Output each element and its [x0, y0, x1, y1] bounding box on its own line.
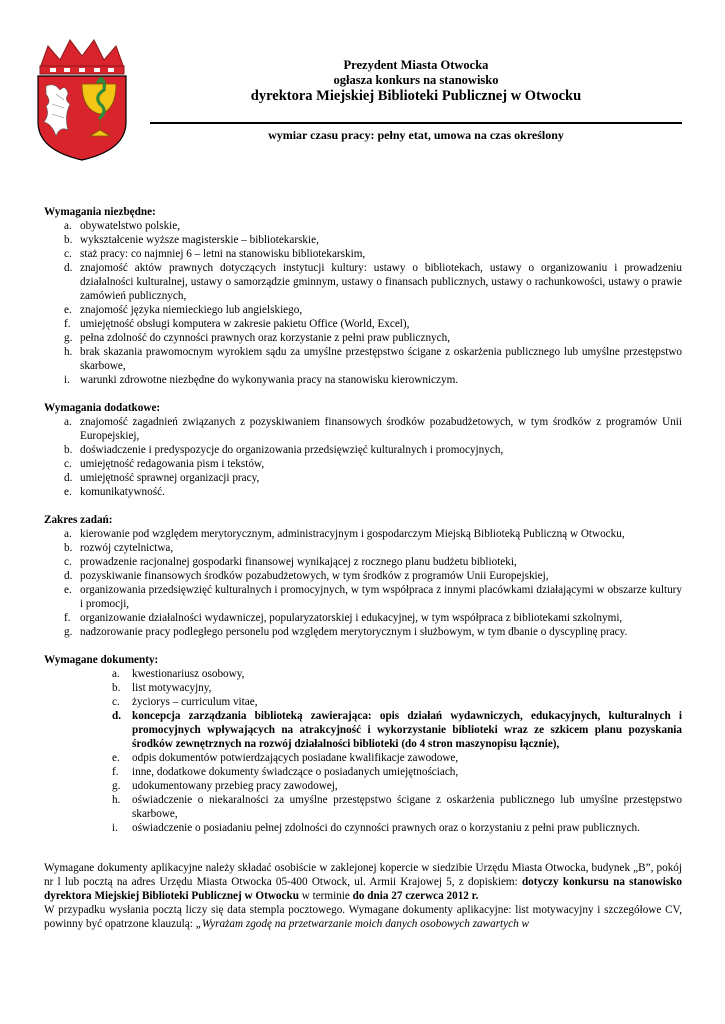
list-item — [44, 751, 682, 765]
list-marker: c. — [112, 696, 120, 708]
section-title: Wymagania dodatkowe: — [44, 402, 161, 414]
list-marker: d. — [64, 262, 73, 274]
list-item-text: prowadzenie racjonalnej gospodarki finansowej wynikającej z rocznego planu budżetu biblioteki, — [80, 556, 517, 568]
list-item — [44, 765, 682, 779]
list-item — [44, 485, 682, 499]
list-item — [44, 331, 682, 345]
documents-list — [44, 667, 682, 835]
list-item-text: znajomość aktów prawnych dotyczących instytucji kultury: ustawy o bibliotekach, ustawy o organizowaniu i prowadzeniu działalności kulturalnej, ustawy o samorządzie gminnym, ustawy o finansach publicznych, ustawy o rachunkowości, ustawy o prawie zamówień publicznych, — [80, 262, 682, 302]
list-marker: f. — [112, 766, 119, 778]
announcement-line: ogłasza konkurs na stanowisko — [333, 73, 499, 87]
list-marker: f. — [64, 612, 71, 624]
list-item — [44, 541, 682, 555]
document-body — [44, 205, 682, 931]
list-marker: b. — [112, 682, 121, 694]
list-item-text: umiejętność sprawnej organizacji pracy, — [80, 472, 260, 484]
additional-list — [44, 415, 682, 499]
list-marker: d. — [112, 710, 122, 722]
section-documents — [44, 653, 682, 835]
list-marker: h. — [112, 794, 121, 806]
list-item-text: organizowanie działalności wydawniczej, popularyzatorskiej i edukacyjnej, w tym współpraca z bibliotekami szkolnymi, — [80, 612, 623, 624]
list-item — [44, 667, 682, 681]
section-title: Wymagane dokumenty: — [44, 654, 159, 666]
section-tasks — [44, 513, 682, 639]
list-marker: a. — [64, 220, 72, 232]
list-item — [44, 821, 682, 835]
list-item — [44, 471, 682, 485]
list-item-text: rozwój czytelnictwa, — [80, 542, 174, 554]
list-item — [44, 317, 682, 331]
list-item — [44, 793, 682, 821]
list-item — [44, 569, 682, 583]
submission-paragraph: Wymagane dokumenty aplikacyjne należy składać osobiście w zaklejonej kopercie w siedzibie Urzędu Miasta Otwocka, budynek „B”, pokój nr l lub pocztą na adres Urzędu Miasta Otwocka 05-400 Otwock, ul. Armii Krajowej 5, z dopiskiem: dotyczy konkursu na stanowisko dyrektora Miejskiej Biblioteki Publicznej w Otwocku w terminie do dnia 27 czerwca 2012 r. — [44, 862, 682, 902]
list-item-text: kierowanie pod względem merytorycznym, administracyjnym i gospodarczym Miejską Biblioteką Publiczną w Otwocku, — [80, 528, 625, 540]
section-title: Zakres zadań: — [44, 514, 113, 526]
list-marker: e. — [112, 752, 120, 764]
list-marker: a. — [64, 416, 72, 428]
list-item-text: inne, dodatkowe dokumenty świadczące o posiadanych umiejętnościach, — [132, 766, 459, 778]
postal-note-paragraph: W przypadku wysłania pocztą liczy się data stempla pocztowego. Wymagane dokumenty aplikacyjne: list motywacyjny i szczegółowe CV, powinny być opatrzone klauzulą: „Wyrażam zgodę na przetwarzanie moich danych osobowych zawartych w — [44, 904, 682, 930]
section-title: Wymagania niezbędne: — [44, 206, 156, 218]
list-item — [44, 261, 682, 303]
list-marker: i. — [64, 374, 70, 386]
list-marker: b. — [64, 542, 73, 554]
list-marker: b. — [64, 234, 73, 246]
list-marker: g. — [64, 332, 73, 344]
list-item — [44, 681, 682, 695]
position-title: dyrektora Miejskiej Biblioteki Publicznej w Otwocku — [250, 88, 582, 104]
list-item — [44, 695, 682, 709]
list-item-text: oświadczenie o posiadaniu pełnej zdolności do czynności prawnych oraz o korzystaniu z pełni praw publicznych. — [132, 822, 640, 834]
list-marker: e. — [64, 584, 72, 596]
list-item — [44, 709, 682, 751]
list-item — [44, 457, 682, 471]
list-item-text: warunki zdrowotne niezbędne do wykonywania pracy na stanowisku kierowniczym. — [80, 374, 459, 386]
list-item-text: list motywacyjny, — [132, 682, 212, 694]
header-divider — [150, 122, 682, 124]
section-required — [44, 205, 682, 387]
list-marker: c. — [64, 556, 72, 568]
list-marker: c. — [64, 458, 72, 470]
list-item-text: kwestionariusz osobowy, — [132, 668, 245, 680]
list-marker: f. — [64, 318, 71, 330]
list-item — [44, 233, 682, 247]
otwock-coat-of-arms-icon — [34, 38, 130, 162]
list-item-text: pełna zdolność do czynności prawnych oraz korzystanie z pełni praw publicznych, — [80, 332, 450, 344]
list-marker: i. — [112, 822, 118, 834]
list-marker: e. — [64, 304, 72, 316]
list-marker: d. — [64, 570, 73, 582]
employment-terms: wymiar czasu pracy: pełny etat, umowa na czas określony — [268, 128, 564, 142]
list-item — [44, 345, 682, 373]
announcement-header — [150, 58, 682, 105]
section-additional — [44, 401, 682, 499]
list-marker: b. — [64, 444, 73, 456]
list-item — [44, 779, 682, 793]
list-marker: g. — [112, 780, 121, 792]
list-item — [44, 527, 682, 541]
list-marker: h. — [64, 346, 73, 358]
list-item-text: obywatelstwo polskie, — [80, 220, 181, 232]
list-item — [44, 611, 682, 625]
list-marker: e. — [64, 486, 72, 498]
list-marker: g. — [64, 626, 73, 638]
list-item-text: koncepcja zarządzania biblioteką zawierająca: opis działań wydawniczych, edukacyjnych, kulturalnych i promocyjnych wpływających na atrakcyjność i wykorzystanie biblioteki wraz ze szkicem planu pozyskania środków zewnętrznych na rozwój działalności biblioteki (do 4 stron maszynopisu łącznie), — [132, 710, 682, 750]
list-item-text: doświadczenie i predyspozycje do organizowania przedsięwzięć kulturalnych i promocyjnych, — [80, 444, 504, 456]
list-item-text: wykształcenie wyższe magisterskie – bibliotekarskie, — [80, 234, 319, 246]
list-item-text: staż pracy: co najmniej 6 – letni na stanowisku bibliotekarskim, — [80, 248, 366, 260]
list-marker: a. — [112, 668, 120, 680]
list-item-text: brak skazania prawomocnym wyrokiem sądu za umyślne przestępstwo ścigane z oskarżenia publicznego lub umyślne przestępstwo skarbowe, — [80, 346, 682, 372]
list-item — [44, 247, 682, 261]
list-item-text: umiejętność redagowania pism i tekstów, — [80, 458, 265, 470]
required-list — [44, 219, 682, 387]
list-item — [44, 373, 682, 387]
list-item-text: nadzorowanie pracy podległego personelu pod względem merytorycznym i służbowym, w tym dbanie o dyscyplinę pracy. — [80, 626, 628, 638]
list-item-text: życiorys – curriculum vitae, — [132, 696, 258, 708]
list-item — [44, 219, 682, 233]
list-marker: d. — [64, 472, 73, 484]
list-item — [44, 555, 682, 569]
list-item-text: znajomość języka niemieckiego lub angielskiego, — [80, 304, 303, 316]
list-item-text: organizowania przedsięwzięć kulturalnych i promocyjnych, w tym współpraca z innymi placówkami działającymi w obszarze kultury i promocji, — [80, 584, 682, 610]
list-item — [44, 303, 682, 317]
list-marker: a. — [64, 528, 72, 540]
list-item-text: umiejętność obsługi komputera w zakresie pakietu Office (World, Excel), — [80, 318, 410, 330]
tasks-list — [44, 527, 682, 639]
list-item — [44, 415, 682, 443]
issuer-line: Prezydent Miasta Otwocka — [343, 58, 489, 72]
list-item-text: znajomość zagadnień związanych z pozyskiwaniem finansowych środków pozabudżetowych, w tym środków z programów Unii Europejskiej, — [80, 416, 682, 442]
list-item-text: pozyskiwanie finansowych środków pozabudżetowych, w tym środków z programów Unii Europejskiej, — [80, 570, 549, 582]
list-item-text: odpis dokumentów potwierdzających posiadane kwalifikacje zawodowe, — [132, 752, 459, 764]
list-item-text: oświadczenie o niekaralności za umyślne przestępstwo ścigane z oskarżenia publicznego lub umyślne przestępstwo skarbowe, — [132, 794, 682, 820]
list-item — [44, 583, 682, 611]
list-item-text: komunikatywność. — [80, 486, 165, 498]
list-marker: c. — [64, 248, 72, 260]
list-item — [44, 625, 682, 639]
list-item-text: udokumentowany przebieg pracy zawodowej, — [132, 780, 338, 792]
list-item — [44, 443, 682, 457]
